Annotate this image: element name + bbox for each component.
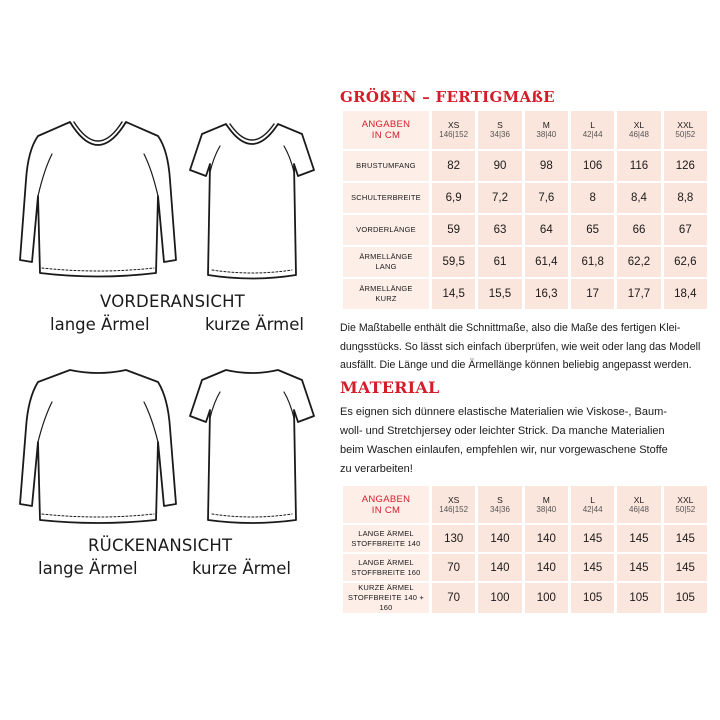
row-label-line: KURZE ÄRMEL: [358, 583, 414, 592]
size-range: 146|152: [439, 504, 469, 514]
table-row: [343, 554, 707, 581]
value-cell: 100: [478, 583, 521, 613]
value-cell: 90: [478, 151, 521, 181]
value-cell: 82: [432, 151, 475, 181]
size-name: XXL: [677, 494, 694, 505]
size-header-cell: [664, 111, 707, 149]
row-label-line: BRUSTUMFANG: [356, 161, 416, 170]
value-cell: 105: [617, 583, 660, 613]
header-label-line: ANGABEN: [361, 119, 411, 130]
size-header-cell: [432, 111, 475, 149]
value-cell: 16,3: [525, 279, 568, 309]
row-label: [343, 279, 429, 309]
size-header-cell: [478, 111, 521, 149]
row-label-line: LANGE ÄRMEL: [358, 528, 414, 538]
size-name: S: [497, 494, 503, 505]
row-label-line: ÄRMELLÄNGE: [359, 284, 413, 293]
value-cell: 145: [617, 525, 660, 552]
size-name: XXL: [677, 120, 694, 130]
value-cell: 18,4: [664, 279, 707, 309]
row-label-line: STOFFBREITE 140: [351, 538, 421, 548]
back-long-sleeve-label: lange Ärmel: [38, 559, 138, 578]
size-header-cell: [571, 111, 614, 149]
header-label-line: ANGABEN: [361, 493, 411, 505]
size-header-cell: [525, 486, 568, 523]
size-note-line: ausfällt. Die Länge und die Ärmellänge können beliebig angepasst werden.: [340, 359, 692, 371]
value-cell: 145: [664, 525, 707, 552]
row-label-line: STOFFBREITE 160: [351, 567, 421, 577]
value-cell: 14,5: [432, 279, 475, 309]
table-row: [343, 183, 707, 213]
header-label-line: IN CM: [371, 130, 401, 141]
size-range: 50|52: [675, 130, 696, 139]
size-header-cell: [478, 486, 521, 523]
size-range: 146|152: [439, 130, 469, 139]
value-cell: 145: [617, 554, 660, 581]
value-cell: 17: [571, 279, 614, 309]
value-cell: 59,5: [432, 247, 475, 277]
table-row: [343, 215, 707, 245]
size-name: L: [590, 494, 596, 505]
size-measurement-table: [340, 109, 710, 311]
value-cell: 70: [432, 554, 475, 581]
size-header-cell: [664, 486, 707, 523]
row-label: [343, 583, 429, 613]
row-label-line: ÄRMELLÄNGE: [359, 252, 413, 261]
value-cell: 17,7: [617, 279, 660, 309]
size-range: 38|40: [536, 130, 557, 139]
value-cell: 6,9: [432, 183, 475, 213]
front-long-sleeve-shirt-icon: [8, 110, 188, 290]
value-cell: 63: [478, 215, 521, 245]
value-cell: 145: [571, 554, 614, 581]
size-name: M: [542, 494, 550, 505]
size-range: 42|44: [582, 504, 603, 514]
value-cell: 61,8: [571, 247, 614, 277]
size-name: XL: [633, 494, 645, 505]
size-note-line: dungsstücks. So lässt sich einfach überprüfen, wie weit oder lang das Modell: [340, 340, 701, 353]
table-header-label: [343, 111, 429, 149]
size-range: 46|48: [629, 504, 649, 514]
value-cell: 65: [571, 215, 614, 245]
value-cell: 70: [432, 583, 475, 613]
value-cell: 116: [617, 151, 660, 181]
table-row: [343, 247, 707, 277]
value-cell: 59: [432, 215, 475, 245]
size-range: 34|36: [490, 504, 510, 514]
value-cell: 140: [478, 525, 521, 552]
row-label-line: VORDERLÄNGE: [356, 225, 416, 234]
value-cell: 140: [525, 554, 568, 581]
value-cell: 67: [664, 215, 707, 245]
row-label: [343, 151, 429, 181]
value-cell: 64: [525, 215, 568, 245]
back-short-sleeve-label: kurze Ärmel: [192, 559, 291, 578]
value-cell: 7,2: [478, 183, 521, 213]
size-header-cell: [617, 111, 660, 149]
size-range: 34|36: [490, 130, 510, 139]
row-label-line: LANGE ÄRMEL: [358, 557, 414, 567]
value-cell: 105: [664, 583, 707, 613]
size-name: L: [590, 120, 596, 130]
value-cell: 15,5: [478, 279, 521, 309]
material-heading: MATERIAL: [340, 378, 440, 397]
row-label-line: LANG: [375, 262, 397, 271]
value-cell: 98: [525, 151, 568, 181]
size-name: S: [497, 120, 503, 130]
table-header-row: [343, 486, 707, 523]
material-line: Es eignen sich dünnere elastische Materialien wie Viskose-, Baum-: [340, 406, 667, 418]
table-header-row: [343, 111, 707, 149]
header-label-line: IN CM: [371, 504, 401, 516]
value-cell: 61,4: [525, 247, 568, 277]
row-label-line: SCHULTERBREITE: [351, 193, 421, 202]
size-name: XS: [447, 494, 460, 505]
back-long-sleeve-shirt-icon: [8, 362, 188, 532]
size-header-cell: [617, 486, 660, 523]
value-cell: 105: [571, 583, 614, 613]
front-view-title: VORDERANSICHT: [100, 292, 245, 311]
value-cell: 140: [525, 525, 568, 552]
material-paragraph: [340, 403, 710, 479]
size-note-line: Die Maßtabelle enthält die Schnittmaße, also die Maße des fertigen Klei-: [340, 322, 681, 334]
value-cell: 8,4: [617, 183, 660, 213]
row-label: [343, 215, 429, 245]
table-row: [343, 279, 707, 309]
size-header-cell: [571, 486, 614, 523]
value-cell: 66: [617, 215, 660, 245]
value-cell: 126: [664, 151, 707, 181]
row-label: [343, 554, 429, 581]
size-range: 46|48: [629, 130, 649, 139]
row-label: [343, 183, 429, 213]
front-long-sleeve-label: lange Ärmel: [50, 315, 150, 334]
value-cell: 7,6: [525, 183, 568, 213]
value-cell: 140: [478, 554, 521, 581]
size-note-paragraph: [340, 319, 710, 375]
row-label-line: KURZ: [375, 294, 397, 303]
material-line: woll- und Stretchjersey oder leichter Strick. Da manche Materialien: [340, 425, 665, 437]
back-view-title: RÜCKENANSICHT: [88, 536, 233, 555]
table-row: [343, 583, 707, 613]
size-range: 38|40: [536, 504, 557, 514]
table-row: [343, 151, 707, 181]
front-short-sleeve-label: kurze Ärmel: [205, 315, 304, 334]
row-label: [343, 247, 429, 277]
table-row: [343, 525, 707, 552]
material-line: beim Waschen einlaufen, empfehlen wir, nur vorgewaschene Stoffe: [340, 444, 668, 456]
value-cell: 100: [525, 583, 568, 613]
value-cell: 8: [571, 183, 614, 213]
value-cell: 61: [478, 247, 521, 277]
size-header-cell: [525, 111, 568, 149]
row-label: [343, 525, 429, 552]
value-cell: 62,6: [664, 247, 707, 277]
size-name: XL: [633, 120, 645, 130]
fabric-requirement-table: [340, 484, 710, 615]
size-name: XS: [447, 120, 460, 130]
value-cell: 145: [664, 554, 707, 581]
value-cell: 62,2: [617, 247, 660, 277]
value-cell: 106: [571, 151, 614, 181]
sizes-heading: GRÖßEN – FERTIGMAßE: [340, 88, 555, 106]
back-short-sleeve-shirt-icon: [186, 362, 318, 532]
size-name: M: [542, 120, 550, 130]
table-header-label: [343, 486, 429, 523]
value-cell: 145: [571, 525, 614, 552]
row-label-line: STOFFBREITE 140 + 160: [348, 593, 424, 612]
value-cell: 8,8: [664, 183, 707, 213]
front-short-sleeve-shirt-icon: [186, 112, 318, 292]
size-range: 50|52: [675, 504, 696, 514]
size-header-cell: [432, 486, 475, 523]
size-range: 42|44: [582, 130, 603, 139]
value-cell: 130: [432, 525, 475, 552]
material-line: zu verarbeiten!: [340, 463, 413, 475]
